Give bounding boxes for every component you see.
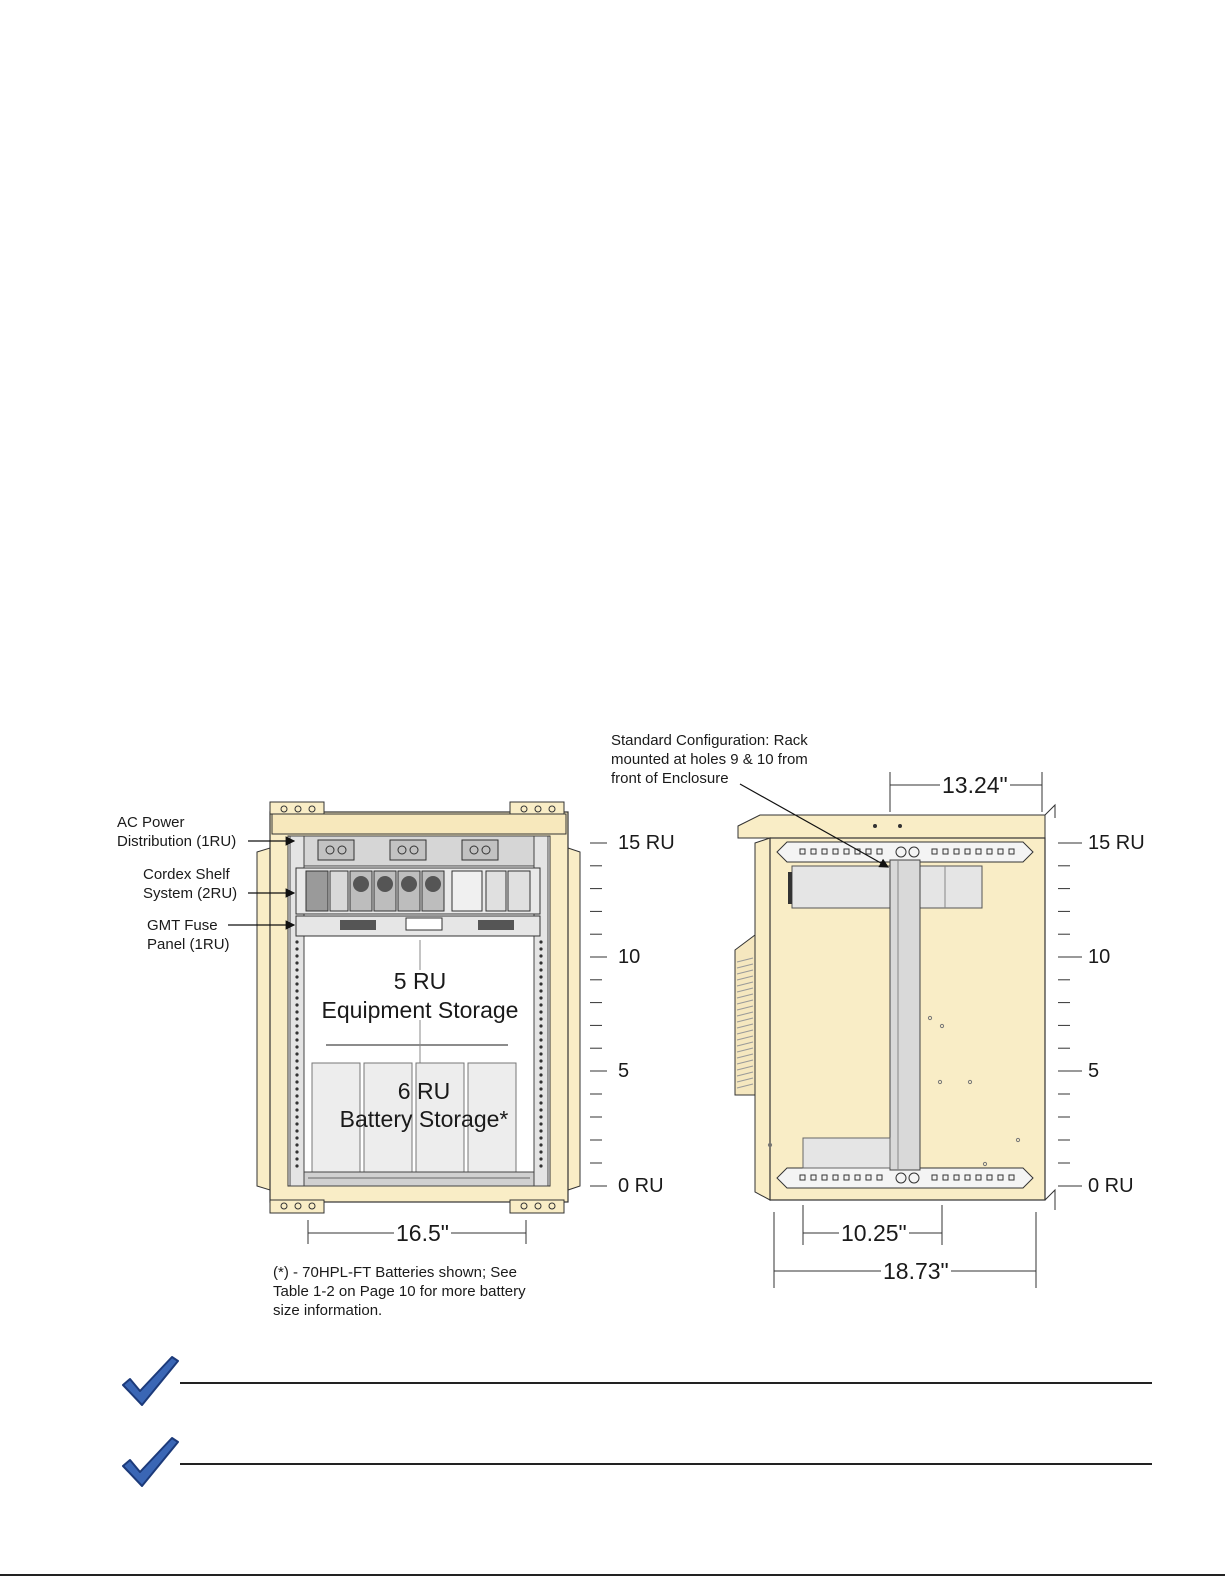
equipment-storage-label: Equipment Storage: [321, 997, 519, 1023]
front-ru-0: 0 RU: [618, 1175, 664, 1197]
gmt-label-1: GMT Fuse: [147, 917, 218, 934]
side-ru-0: 0 RU: [1088, 1175, 1134, 1197]
front-ru-5: 5: [618, 1060, 630, 1082]
side-ru-scale-ticks: [1058, 843, 1082, 1186]
cordex-label-2: System (2RU): [143, 885, 238, 902]
standard-config-line-3: front of Enclosure: [611, 770, 729, 787]
checkmark-icon: [120, 1436, 180, 1488]
footnote-line-1: (*) - 70HPL-FT Batteries shown; See: [273, 1264, 517, 1281]
gmt-label-2: Panel (1RU): [147, 936, 230, 953]
top-depth-label: 13.24": [942, 772, 1008, 798]
footnote-line-2: Table 1-2 on Page 10 for more battery: [273, 1283, 526, 1300]
standard-config-line-2: mounted at holes 9 & 10 from: [611, 751, 808, 768]
side-ru-10: 10: [1088, 946, 1111, 968]
ac-power-label-2: Distribution (1RU): [117, 833, 237, 850]
front-ru-10: 10: [618, 946, 641, 968]
inner-depth-label: 10.25": [841, 1220, 907, 1246]
side-ru-15: 15 RU: [1088, 832, 1145, 854]
note-rule-1: [180, 1382, 1152, 1384]
ac-power-label-1: AC Power: [117, 814, 185, 831]
battery-storage-ru: 6 RU: [397, 1078, 451, 1104]
cordex-label-1: Cordex Shelf: [143, 866, 230, 883]
side-ru-5: 5: [1088, 1060, 1100, 1082]
side-view-enclosure: [735, 805, 1055, 1210]
front-ru-15: 15 RU: [618, 832, 675, 854]
note-rule-2: [180, 1463, 1152, 1465]
width-dimension-label: 16.5": [396, 1220, 449, 1246]
standard-config-line-1: Standard Configuration: Rack: [611, 732, 808, 749]
checkmark-icon: [120, 1355, 180, 1407]
battery-storage-label: Battery Storage*: [339, 1106, 509, 1132]
front-ru-scale-ticks: [590, 843, 607, 1186]
page-bottom-rule: [0, 1574, 1225, 1576]
overall-depth-label: 18.73": [883, 1258, 949, 1284]
footnote-line-3: size information.: [273, 1302, 383, 1319]
equipment-storage-ru: 5 RU: [393, 968, 447, 994]
